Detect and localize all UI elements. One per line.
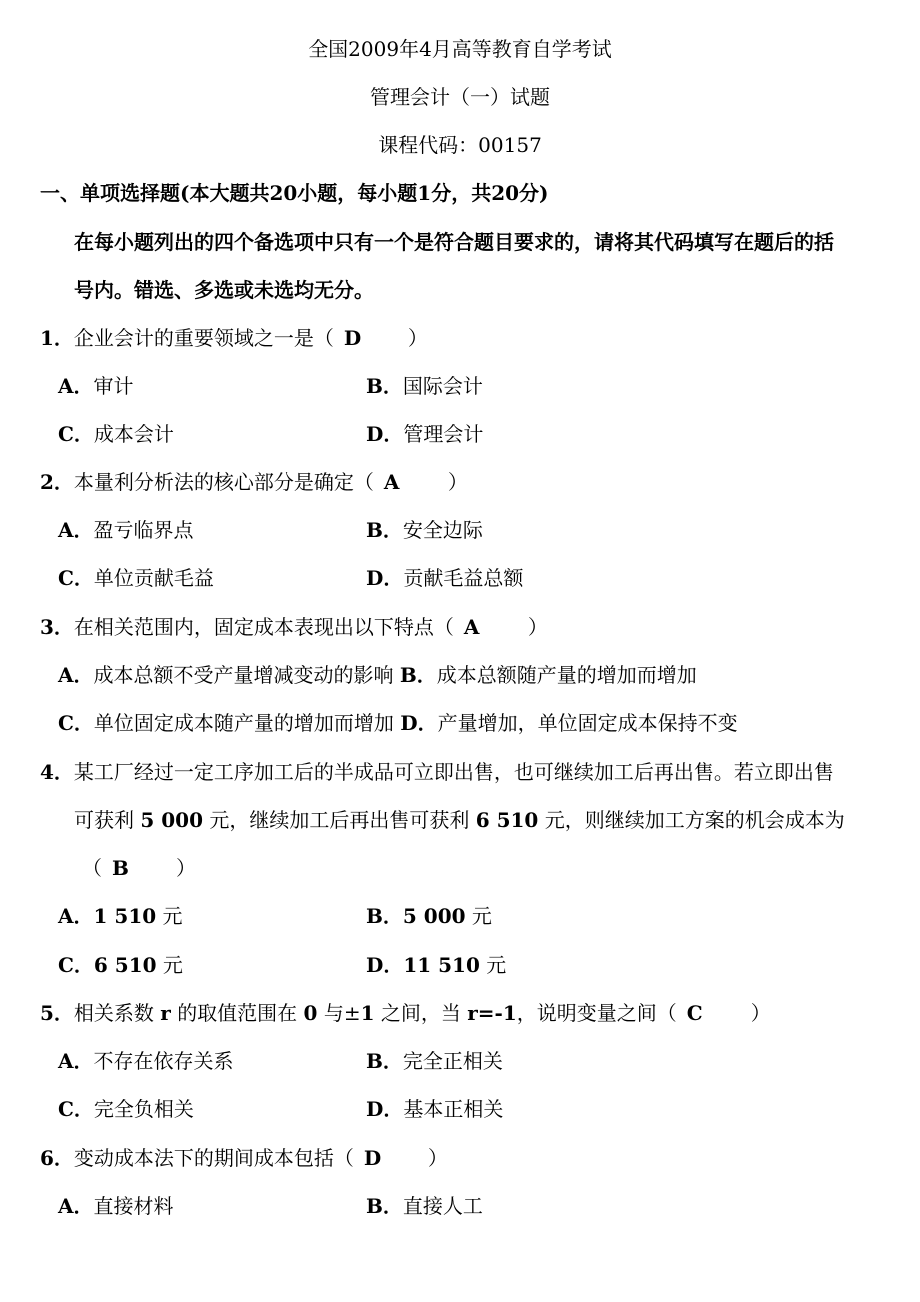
option-c: C．6 510 元: [58, 953, 183, 977]
answer-mark: D: [343, 326, 362, 350]
question-close-paren: ）: [407, 326, 428, 350]
question-stem: 某工厂经过一定工序加工后的半成品可立即出售，也可继续加工后再出售。若立即出售: [73, 760, 834, 784]
question-1: [40, 325, 428, 351]
question-4-line2: 可获利 5 000 元，继续加工后再出售可获利 6 510 元，则继续加工方案的机会成本为: [74, 808, 845, 832]
question-2: [40, 469, 468, 495]
exam-title: 全国2009年4月高等教育自学考试: [308, 37, 612, 61]
question-close-paren: ）: [427, 1146, 448, 1170]
question-stem: 企业会计的重要领域之一是（: [73, 326, 334, 350]
question-number: 3．: [40, 615, 74, 639]
course-code: 课程代码：00157: [378, 133, 542, 157]
option-b: B．国际会计: [366, 374, 483, 398]
option-b: B．5 000 元: [366, 904, 492, 928]
options-cd: C．单位固定成本随产量的增加而增加 D．产量增加，单位固定成本保持不变: [58, 711, 738, 735]
option-a: A．1 510 元: [58, 904, 183, 928]
question-4-line3: （ B ）: [82, 856, 196, 880]
option-b: B．直接人工: [366, 1194, 483, 1218]
answer-mark: B: [112, 856, 129, 880]
option-c: C．完全负相关: [58, 1097, 194, 1121]
option-d: D．管理会计: [366, 422, 484, 446]
exam-subtitle: 管理会计（一）试题: [370, 85, 550, 109]
question-stem: 变动成本法下的期间成本包括（: [73, 1146, 354, 1170]
question-4-line1: [40, 759, 834, 785]
option-a: A．不存在依存关系: [58, 1049, 234, 1073]
option-c: C．单位贡献毛益: [58, 566, 214, 590]
option-a: A．审计: [58, 374, 134, 398]
answer-mark: A: [463, 615, 480, 639]
question-number: 2．: [40, 470, 74, 494]
question-close-paren: ）: [447, 470, 468, 494]
option-a: A．盈亏临界点: [58, 518, 194, 542]
option-b: B．完全正相关: [366, 1049, 503, 1073]
question-5: 5．相关系数 r 的取值范围在 0 与±1 之间，当 r=-1，说明变量之间（ C ）: [40, 1001, 771, 1025]
option-d: D．11 510 元: [366, 953, 507, 977]
option-d: D．基本正相关: [366, 1097, 504, 1121]
question-stem: 在相关范围内，固定成本表现出以下特点（: [73, 615, 454, 639]
section-instruction-line1: 在每小题列出的四个备选项中只有一个是符合题目要求的，请将其代码填写在题后的括: [74, 230, 834, 254]
answer-mark: D: [363, 1146, 382, 1170]
question-number: 6．: [40, 1146, 74, 1170]
section-instruction-line2: 号内。错选、多选或未选均无分。: [74, 278, 374, 302]
answer-mark: C: [686, 1001, 703, 1025]
question-stem: 本量利分析法的核心部分是确定（: [73, 470, 374, 494]
option-a: A．直接材料: [58, 1194, 174, 1218]
question-6: [40, 1145, 448, 1171]
question-number: 1．: [40, 326, 74, 350]
question-3: [40, 614, 548, 640]
options-ab: A．成本总额不受产量增减变动的影响 B．成本总额随产量的增加而增加: [58, 663, 697, 687]
option-c: C．成本会计: [58, 422, 174, 446]
question-number: 4．: [40, 760, 74, 784]
section-heading: 一、单项选择题(本大题共20小题，每小题1分，共20分): [40, 181, 549, 205]
option-b: B．安全边际: [366, 518, 483, 542]
question-close-paren: ）: [527, 615, 548, 639]
answer-mark: A: [383, 470, 400, 494]
option-d: D．贡献毛益总额: [366, 566, 524, 590]
question-number: 5．: [40, 1001, 74, 1025]
